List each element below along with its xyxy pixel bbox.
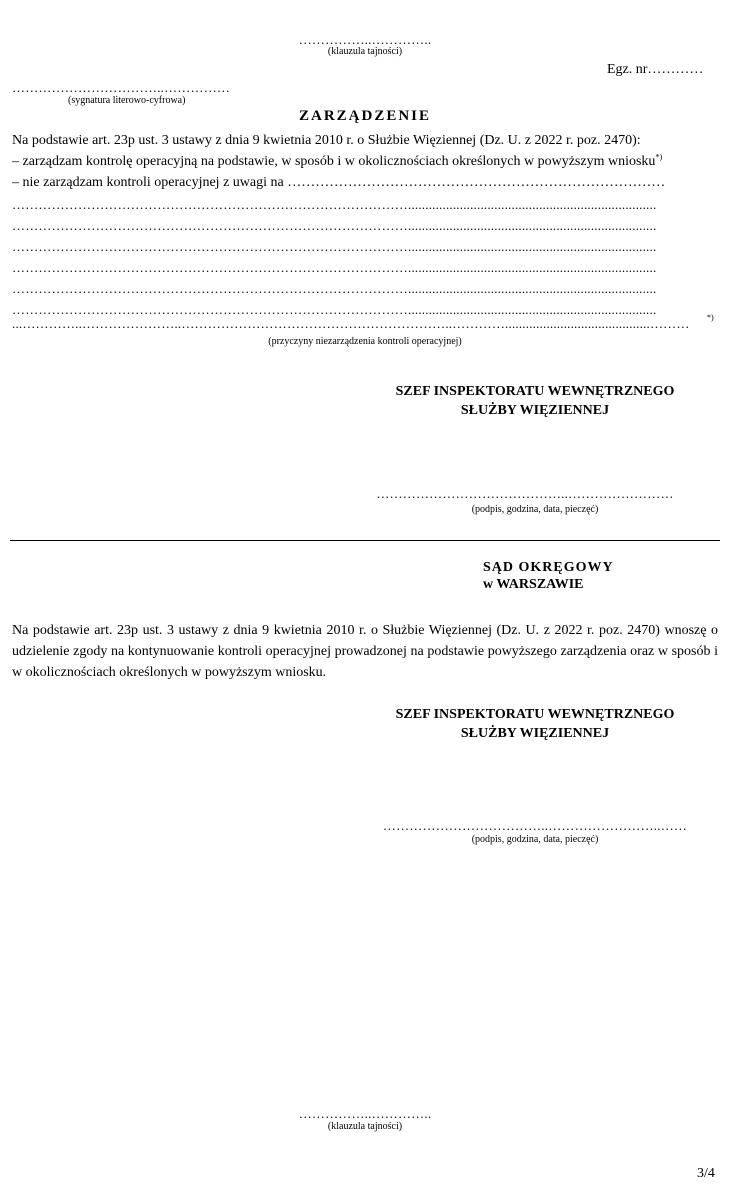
reason-label: (przyczyny niezarządzenia kontroli operacyjnej) xyxy=(268,336,462,347)
order-sign-dots: ……………………………………..…………………… xyxy=(376,486,674,501)
court-signer-title: SZEF INSPEKTORATU WEWNĘTRZNEGO xyxy=(395,707,675,722)
dot-line: ………………………………………………………………………………........................................................................ xyxy=(12,218,657,233)
order-signer-subtitle: SŁUŻBY WIĘZIENNEJ xyxy=(460,403,610,418)
classification-label-top: (klauzula tajności) xyxy=(327,46,403,57)
dot-line: ………………………………………………………………………………........................................................................ xyxy=(12,239,657,254)
dot-line: ………………………………………………………………………………........................................................................ xyxy=(12,197,657,212)
dot-line: ………………………………………………………………………………........................................................................ xyxy=(12,260,657,275)
dot-line-last: ...…………..…………………..……………………………………………………..…………..........................................……… xyxy=(12,316,690,331)
order-signer-title: SZEF INSPEKTORATU WEWNĘTRZNEGO xyxy=(395,384,675,399)
signature-label: (sygnatura literowo-cyfrowa) xyxy=(68,95,186,106)
footnote-mark-last: *) xyxy=(707,313,714,322)
section-divider xyxy=(10,540,720,541)
court-sign-label: (podpis, godzina, data, pieczęć) xyxy=(471,834,599,845)
order-option-decline: – nie zarządzam kontroli operacyjnej z uwagi na ……………………………………………………………………… xyxy=(12,175,666,190)
dot-line: ………………………………………………………………………………........................................................................ xyxy=(12,302,657,317)
signature-dots: ……………………………..…………… xyxy=(12,80,231,95)
order-option-approve-text: – zarządzam kontrolę operacyjną na podstawie, w sposób i w okolicznościach określonych w powyższym wniosku xyxy=(12,154,656,169)
court-name: SĄD OKRĘGOWY xyxy=(483,560,614,575)
classification-label-bottom: (klauzula tajności) xyxy=(327,1121,403,1132)
classification-dots-top: ……………..………….. xyxy=(298,32,432,47)
classification-dots-bottom: ……………..………….. xyxy=(298,1106,432,1121)
court-request-text: Na podstawie art. 23p ust. 3 ustawy z dnia 9 kwietnia 2010 r. o Służbie Więziennej (Dz. U. z 2022 r. poz. 2470) wnoszę o udzielenie zgody na kontynuowanie kontroli operacyjnej prowadzonej na podstawie powyższego zarządzenia oraz w sposób i w okolicznościach określonych w powyższym wniosku. xyxy=(12,623,718,680)
order-sign-label: (podpis, godzina, data, pieczęć) xyxy=(471,504,599,515)
order-title: ZARZĄDZENIE xyxy=(298,108,432,124)
court-sign-dots: ………………………………..……………………..…… xyxy=(382,818,688,833)
order-option-approve xyxy=(12,154,662,170)
page-number: 3/4 xyxy=(697,1166,715,1181)
court-city: w WARSZAWIE xyxy=(483,577,584,592)
dot-line: ………………………………………………………………………………........................................................................ xyxy=(12,281,657,296)
copy-number: Egz. nr………… xyxy=(607,62,704,77)
footnote-mark: *) xyxy=(655,152,663,162)
court-signer-subtitle: SŁUŻBY WIĘZIENNEJ xyxy=(460,726,610,741)
order-intro: Na podstawie art. 23p ust. 3 ustawy z dnia 9 kwietnia 2010 r. o Służbie Więziennej (Dz. U. z 2022 r. poz. 2470): xyxy=(12,133,641,148)
